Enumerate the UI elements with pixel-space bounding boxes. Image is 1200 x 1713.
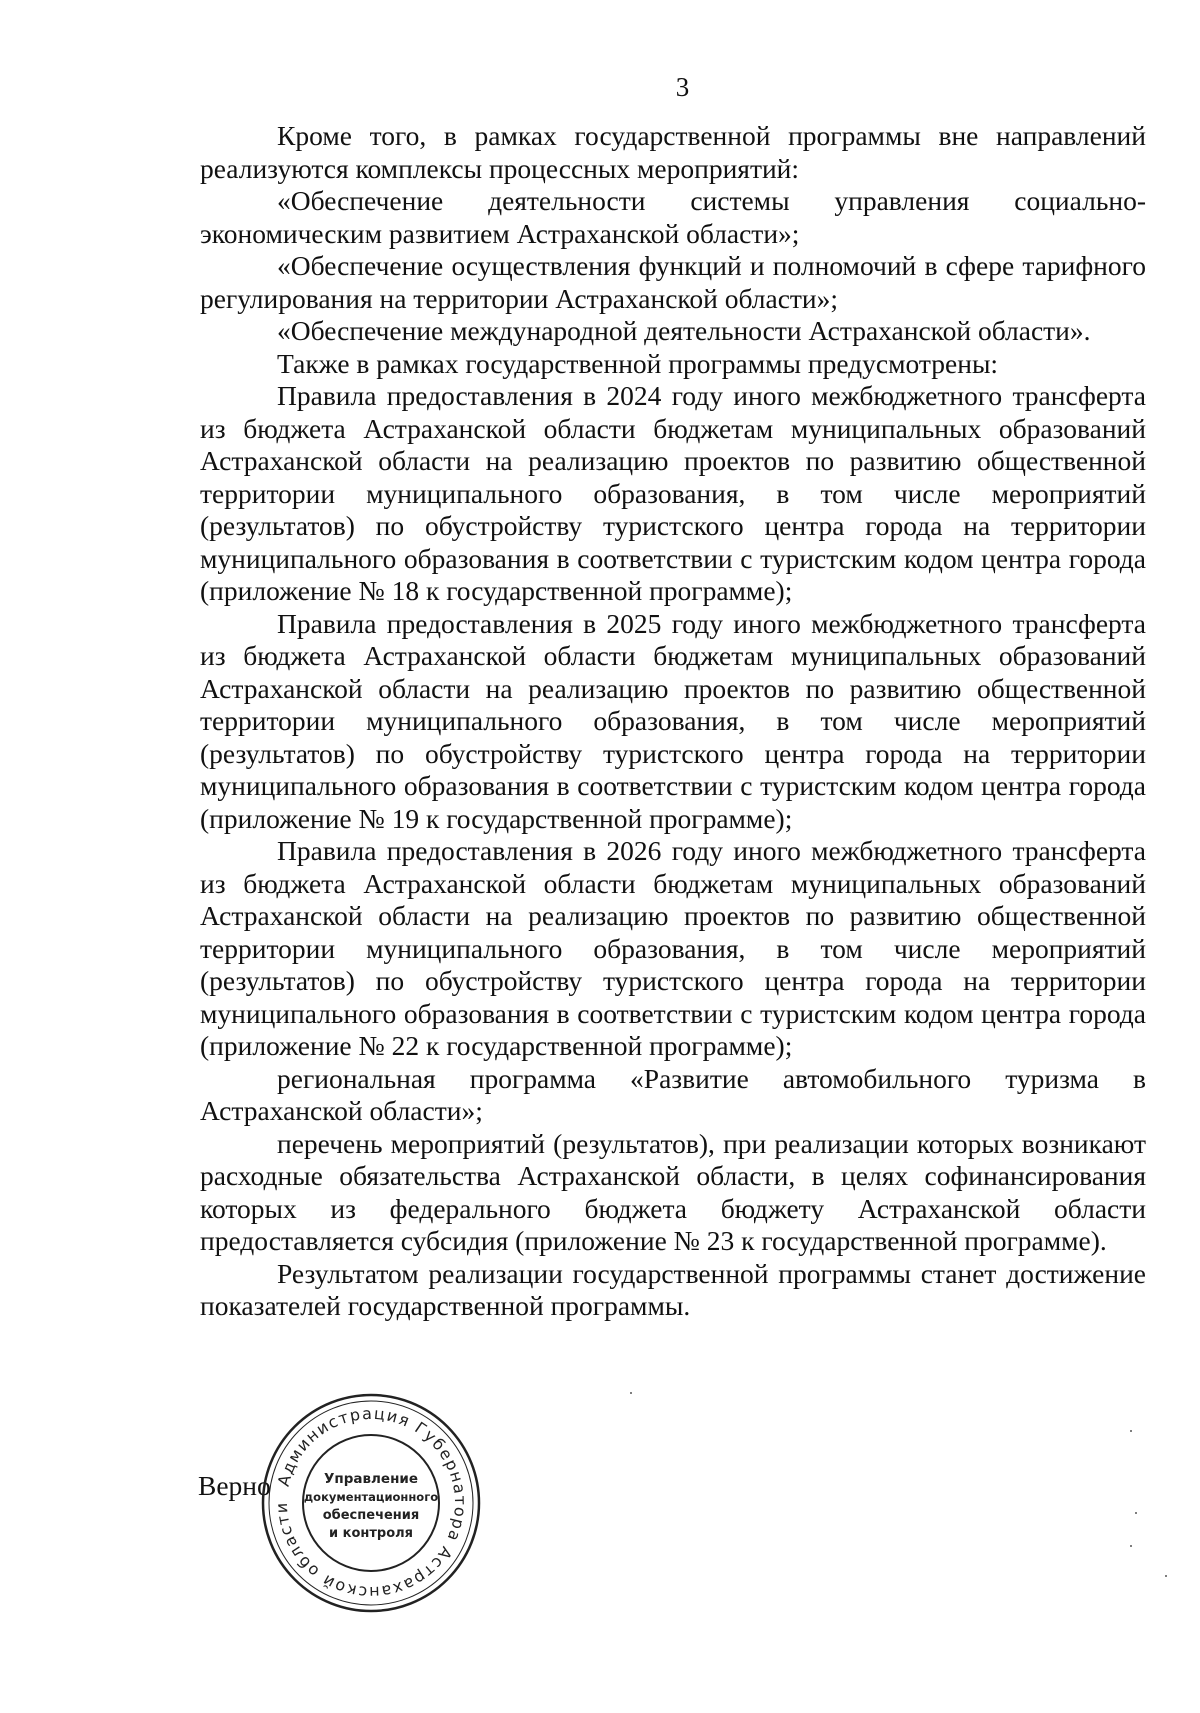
- paragraph-result: Результатом реализации государственной программы станет достижение показателей государственной программы.: [200, 1257, 1146, 1321]
- paragraph-complex-3: «Обеспечение международной деятельности Астраханской области».: [277, 315, 1091, 346]
- stamp-inner-line-2: документационного: [303, 1490, 439, 1504]
- stamp-inner-line-1: Управление: [323, 1471, 419, 1487]
- stamp-inner-line-4: и контроля: [328, 1526, 414, 1541]
- scan-speck: [1135, 1512, 1137, 1514]
- paragraph-complex-2: «Обеспечение осуществления функций и полномочий в сфере тарифного регулирования на территории Астраханской области»;: [200, 250, 1146, 314]
- paragraph-rules-2026: Правила предоставления в 2026 году иного межбюджетного трансферта из бюджета Астраханской области бюджетам муниципальных образований Астраханской области на реализацию проектов по развитию общественной территории муниципального образования, в том числе мероприятий (результатов) по обустройству туристского центра города на территории муниципального образования в соответствии с туристским кодом центра города (приложение № 22 к государственной программе);: [200, 835, 1146, 1061]
- page-number: 3: [675, 72, 690, 102]
- scan-speck: [1130, 1545, 1132, 1547]
- scan-speck: [1130, 1430, 1132, 1432]
- official-stamp: [258, 1390, 484, 1616]
- verno-label: Верно: [198, 1470, 271, 1501]
- paragraph-complex-1: «Обеспечение деятельности системы управления социально-экономическим развитием Астраханской области»;: [200, 185, 1146, 249]
- paragraph-measures-list: перечень мероприятий (результатов), при реализации которых возникают расходные обязательства Астраханской области, в целях софинансирования которых из федерального бюджета бюджету Астраханской области предоставляется субсидия (приложение № 23 к государственной программе).: [200, 1127, 1146, 1256]
- paragraph-rules-2025: Правила предоставления в 2025 году иного межбюджетного трансферта из бюджета Астраханской области бюджетам муниципальных образований Астраханской области на реализацию проектов по развитию общественной территории муниципального образования, в том числе мероприятий (результатов) по обустройству туристского центра города на территории муниципального образования в соответствии с туристским кодом центра города (приложение № 19 к государственной программе);: [200, 607, 1146, 834]
- stamp-inner-line-3: обеспечения: [322, 1508, 420, 1523]
- scan-speck: [630, 1392, 632, 1394]
- paragraph-also-provided: Также в рамках государственной программы предусмотрены:: [277, 347, 999, 379]
- paragraph-intro: Кроме того, в рамках государственной программы вне направлений реализуются комплексы процессных мероприятий:: [200, 120, 1146, 184]
- scan-speck: [1165, 1575, 1167, 1577]
- paragraph-rules-2024: Правила предоставления в 2024 году иного межбюджетного трансферта из бюджета Астраханской области бюджетам муниципальных образований Астраханской области на реализацию проектов по развитию общественной территории муниципального образования, в том числе мероприятий (результатов) по обустройству туристского центра города на территории муниципального образования в соответствии с туристским кодом центра города (приложение № 18 к государственной программе);: [200, 380, 1146, 606]
- document-body: [200, 120, 1146, 1323]
- stamp-outer-text: Администрация Губернатора Астраханской области: [271, 1403, 471, 1603]
- paragraph-regional-program: региональная программа «Развитие автомобильного туризма в Астраханской области»;: [200, 1062, 1146, 1126]
